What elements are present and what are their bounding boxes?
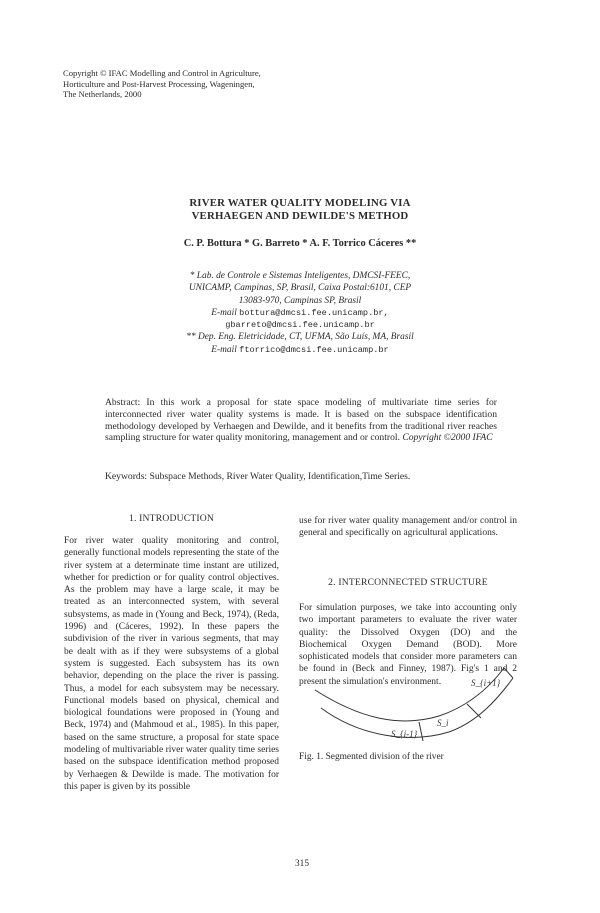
figure-caption: Fig. 1. Segmented division of the river — [299, 752, 444, 762]
email-address: gbarreto@dmcsi.fee.unicamp.br — [225, 320, 375, 331]
column2-continuation: use for river water quality management and/or control in general and specifically on agricultural applications. — [299, 516, 517, 539]
segment-label: S_{i+1} — [471, 678, 501, 688]
abstract-text: In this work a proposal for state space modeling of multivariate time series for interconnected river water quality systems is made. It is based on the subspace identification methodology developed by Verhaegen and Dewilde, and it benefits from the traditional river reaches sampling structure for water quality monitoring, management and or control. — [105, 397, 497, 444]
segment-label: S_{i-1} — [391, 729, 418, 739]
authors: C. P. Bottura * G. Barreto * A. F. Torrico Cáceres ** — [183, 238, 417, 249]
segment-label: S_i — [437, 718, 449, 728]
river-diagram — [299, 658, 517, 748]
email-address: bottura@dmcsi.fee.unicamp.br, — [239, 307, 389, 318]
copyright-line: The Netherlands, 2000 — [63, 89, 142, 100]
paper-title — [60, 197, 540, 222]
section-heading-introduction: 1. INTRODUCTION — [128, 513, 215, 524]
email-label: E-mail — [211, 344, 237, 355]
introduction-body: For river water quality monitoring and control, generally functional models representing the state of the river system at a determinate time instant are utilized, whether for prediction or for quality control objectives. As the problem may have a large scale, it may be treated as an interconnected system, with several subsystems, as made in (Young and Beck, 1974), (Reda, 1996) and (Cáceres, 1992). In these papers the subdivision of the river in various segments, that may be dealt with as if they were subsystems of a global system is suggested. Each subsystem has its own behavior, depending on the place the river is passing. Thus, a model for each subsystem may be necessary. Functional models based on physical, chemical and biological foundations were proposed in (Young and Beck, 1974) and (Mahmoud et al., 1985). In this paper, based on the same structure, a proposal for state space modeling of multivariable river water quality time series based on the subspace identification method proposed by Verhaegen & Dewilde is made. The motivation for this paper is given by its possible — [64, 536, 280, 792]
keywords: Keywords: Subspace Methods, River Water Quality, Identification,Time Series. — [105, 471, 411, 482]
title-line: RIVER WATER QUALITY MODELING VIA — [189, 197, 411, 209]
figure-river-segments — [299, 658, 517, 748]
copyright-line: Horticulture and Post-Harvest Processing, Wageningen, — [63, 78, 255, 89]
affiliation-line: * Lab. de Controle e Sistemas Inteligentes, DMCSI-FEEC, — [189, 271, 411, 281]
email-line — [125, 307, 475, 319]
email-address: ftorrico@dmcsi.fee.unicamp.br — [239, 344, 389, 355]
structure-body: For simulation purposes, we take into accounting only two important parameters to evaluate the river water quality: the Dissolved Oxygen (DO) and the Biochemical Oxygen Demand (BOD). More sophisticated models that consider more parameters can be found in (Beck and Finney, 1987). Fig's 1 and 2 present the simulation's environment. — [299, 603, 517, 687]
copyright-line: Copyright © IFAC Modelling and Control in Agriculture, — [63, 68, 261, 78]
abstract — [105, 397, 497, 444]
affiliation-line: ** Dep. Eng. Eletricidade, CT, UFMA, São Luís, MA, Brasil — [186, 332, 414, 343]
section-heading-structure: 2. INTERCONNECTED STRUCTURE — [328, 577, 488, 588]
abstract-copyright: Copyright ©2000 IFAC — [402, 432, 493, 444]
page-number: 315 — [294, 859, 310, 869]
abstract-label: Abstract: — [105, 397, 141, 408]
copyright-notice — [63, 68, 323, 100]
affiliations — [125, 270, 475, 356]
email-line — [125, 344, 475, 356]
email-label: E-mail — [211, 307, 237, 318]
title-line: VERHAEGEN AND DEWILDE'S METHOD — [191, 209, 409, 222]
segment-divider — [504, 668, 513, 678]
affiliation-line: 13083-970, Campinas SP, Brasil — [238, 295, 362, 306]
segment-divider — [467, 704, 481, 718]
segment-divider — [419, 722, 423, 741]
affiliation-line: UNICAMP, Campinas, SP, Brasil, Caixa Postal:6101, CEP — [188, 283, 412, 294]
